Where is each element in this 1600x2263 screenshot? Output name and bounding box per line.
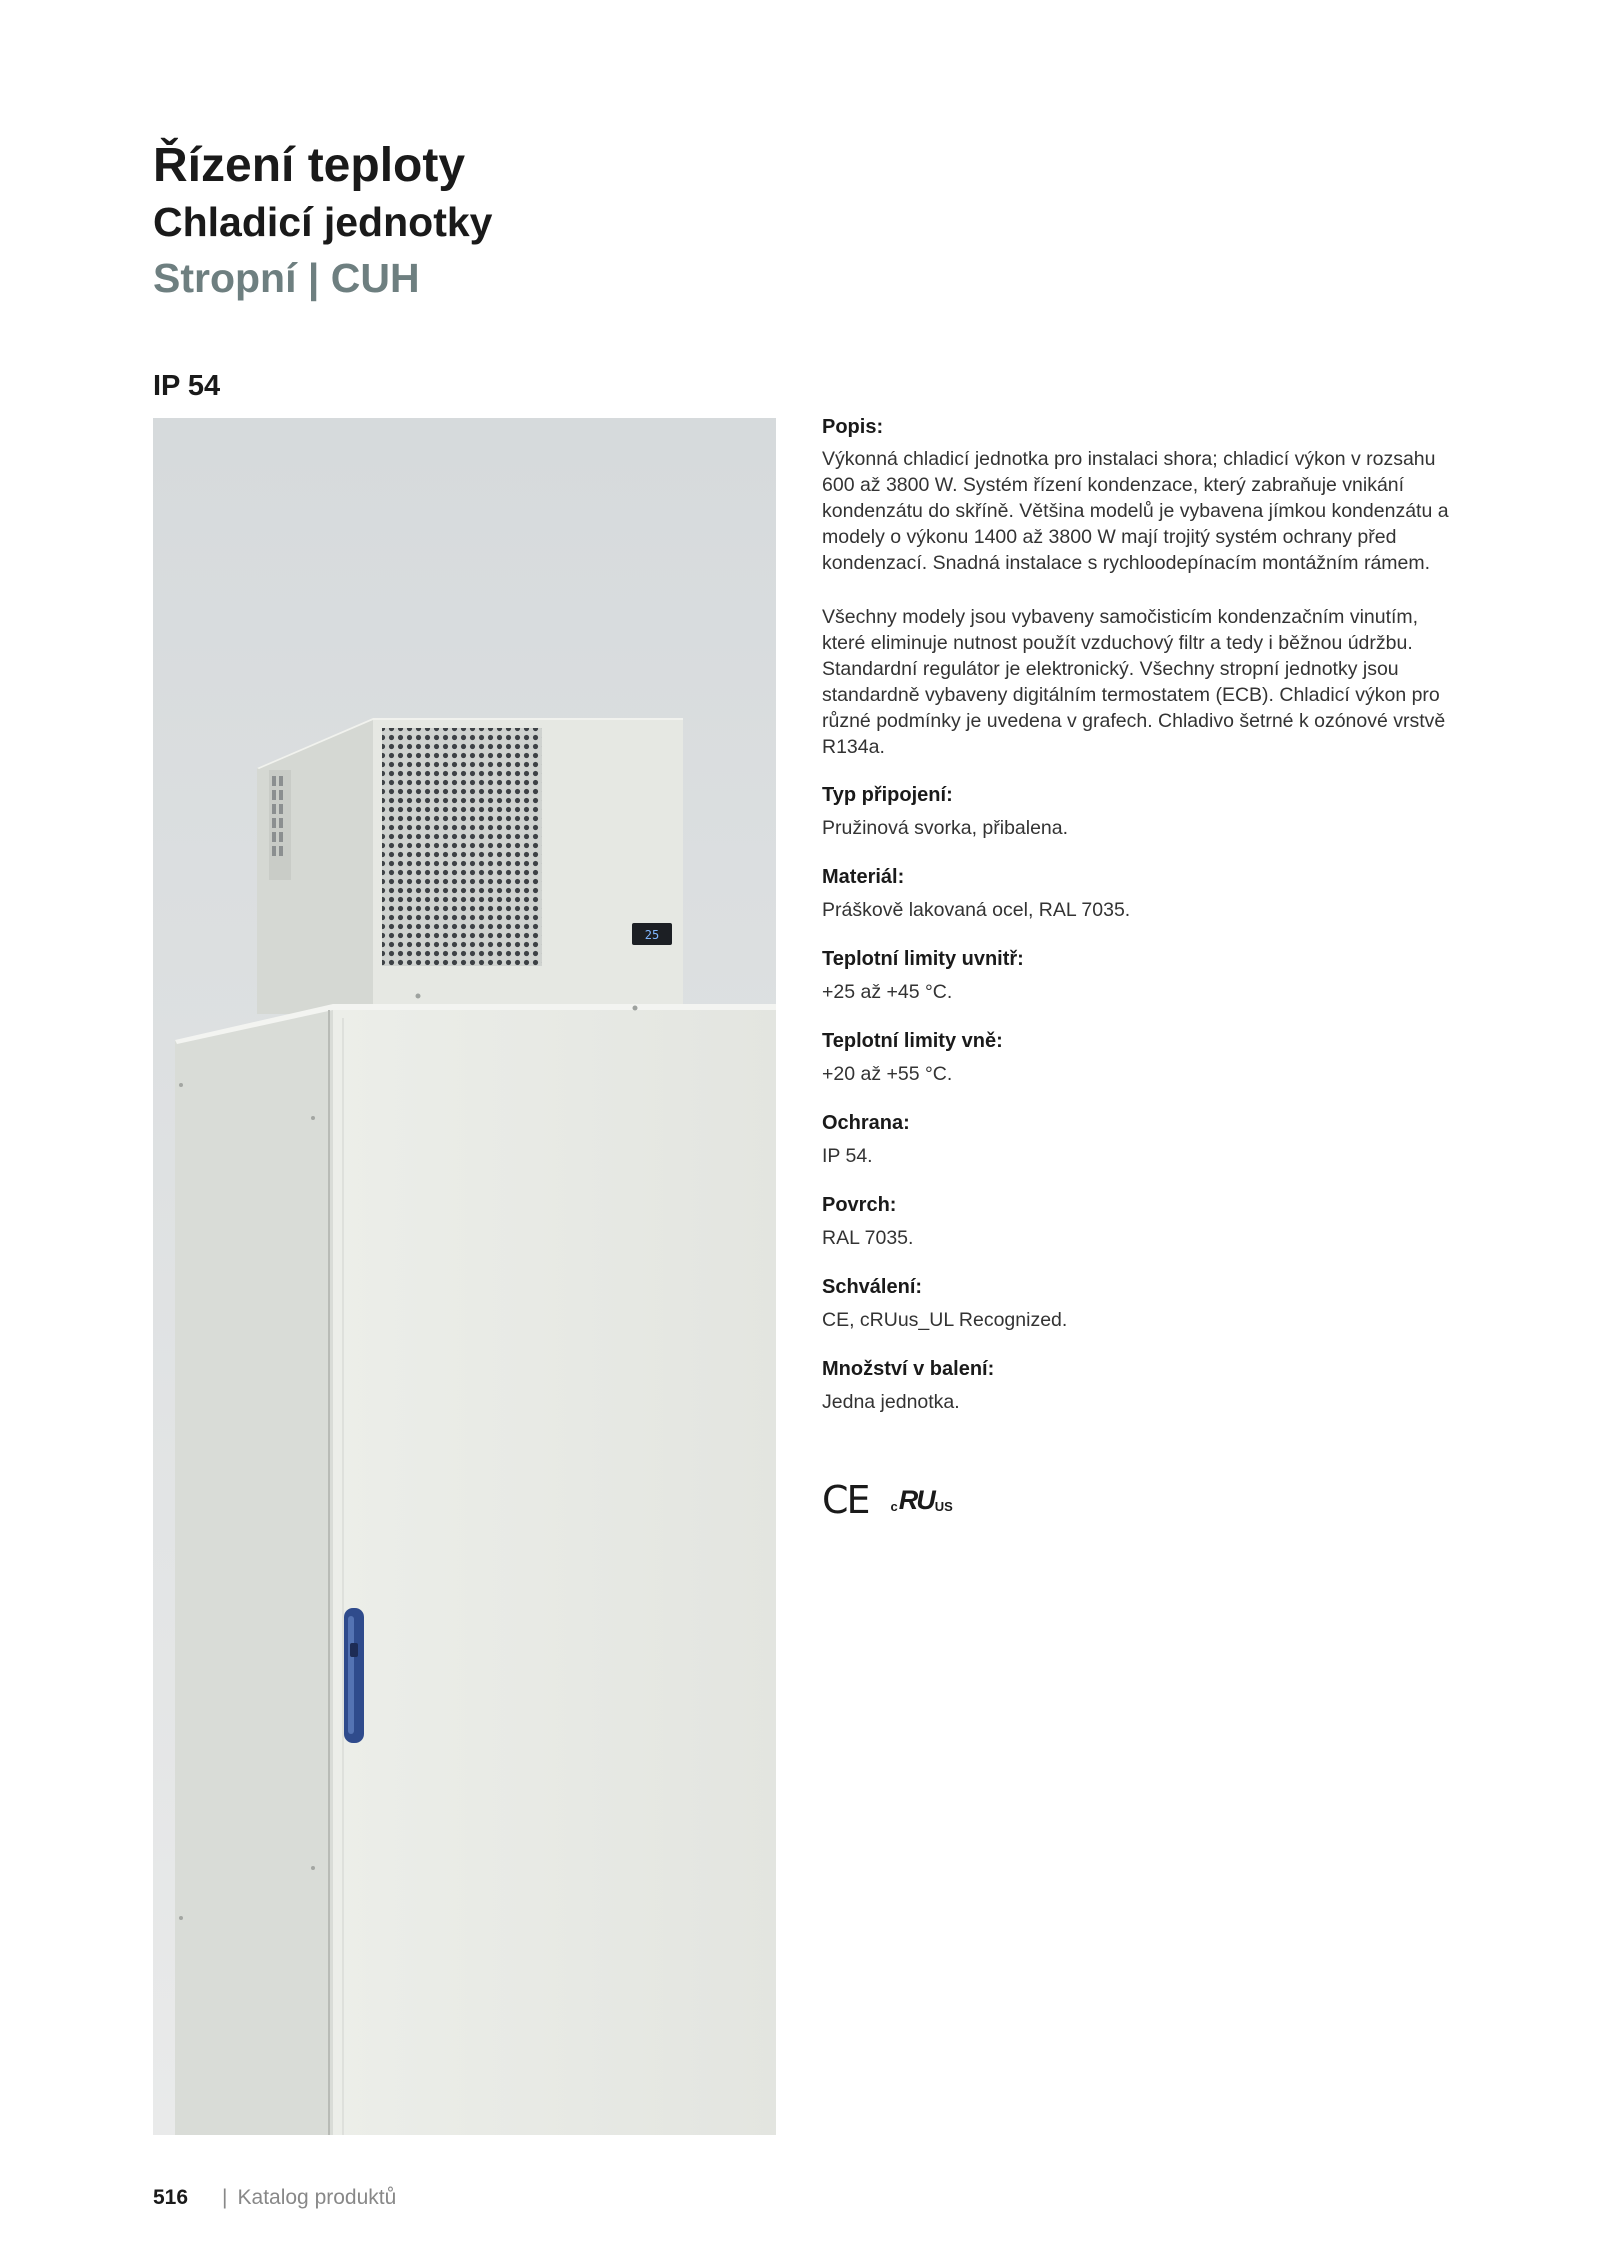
spec-label: Povrch:	[822, 1194, 897, 1216]
spec-label: Materiál:	[822, 866, 905, 888]
spec-label: Typ připojení:	[822, 784, 953, 806]
certification-marks	[822, 1478, 953, 1522]
display-icon	[632, 923, 672, 945]
cooling-unit-photo	[153, 418, 776, 2135]
spec-protection	[822, 1110, 1462, 1170]
spec-value: Práškově lakovaná ocel, RAL 7035.	[822, 899, 1131, 921]
description-label: Popis:	[822, 416, 884, 438]
description-text-2: Všechny modely jsou vybaveny samočisticím kondenzačním vinutím, které eliminuje nutnost použít vzduchový filtr a tedy i běžnou údržbu. Standardní regulátor je elektronický. Všechny stropní jednotky jsou standardně vybaveny digitálním termostatem (ECB). Chladicí výkon pro různé podmínky je uvedena v grafech. Chladivo šetrné k ozónové vrstvě R134a.	[822, 606, 1446, 758]
footer-separator: |	[222, 2186, 228, 2209]
spec-surface	[822, 1192, 1462, 1252]
spec-label: Ochrana:	[822, 1112, 910, 1134]
spec-value: RAL 7035.	[822, 1227, 914, 1249]
spec-approval	[822, 1274, 1462, 1334]
spec-label: Teplotní limity vně:	[822, 1030, 1003, 1052]
spec-temp-inside	[822, 946, 1462, 1006]
svg-text:25: 25	[644, 928, 660, 942]
spec-value: CE, cRUus_UL Recognized.	[822, 1309, 1068, 1331]
spec-value: +20 až +55 °C.	[822, 1063, 953, 1085]
catalog-name: Katalog produktů	[237, 2186, 397, 2209]
door-handle-icon	[344, 1608, 364, 1743]
page-category: Stropní | CUH	[153, 255, 420, 301]
spec-value: IP 54.	[822, 1145, 873, 1167]
ce-mark-icon: CE	[822, 1478, 869, 1522]
ul-recognized-icon: c RU US	[890, 1484, 953, 1515]
description-text: Výkonná chladicí jednotka pro instalaci shora; chladicí výkon v rozsahu 600 až 3800 W. Systém řízení kondenzace, který zabraňuje vnikání kondenzátu do skříně. Většina modelů je vybavena jímkou kondenzátu a modely o výkonu 1400 až 3800 W mají trojitý systém ochrany před kondenzací. Snadná instalace s rychloodepínacím montážním rámem.	[822, 448, 1449, 574]
spec-label: Schválení:	[822, 1276, 923, 1298]
page-title: Řízení teploty	[153, 139, 466, 192]
page-subtitle: Chladicí jednotky	[153, 199, 493, 245]
page-footer	[153, 2186, 396, 2210]
spec-label: Teplotní limity uvnitř:	[822, 948, 1024, 970]
spec-value: Pružinová svorka, přibalena.	[822, 817, 1069, 839]
spec-label: Množství v balení:	[822, 1358, 995, 1380]
spec-material	[822, 864, 1462, 924]
protection-label: IP 54	[153, 370, 221, 402]
spec-value: Jedna jednotka.	[822, 1391, 960, 1413]
specifications	[822, 414, 1462, 1416]
spec-temp-outside	[822, 1028, 1462, 1088]
spec-connection	[822, 782, 1462, 842]
page-number: 516	[153, 2186, 189, 2209]
spec-value: +25 až +45 °C.	[822, 981, 953, 1003]
spec-packaging	[822, 1356, 1462, 1416]
